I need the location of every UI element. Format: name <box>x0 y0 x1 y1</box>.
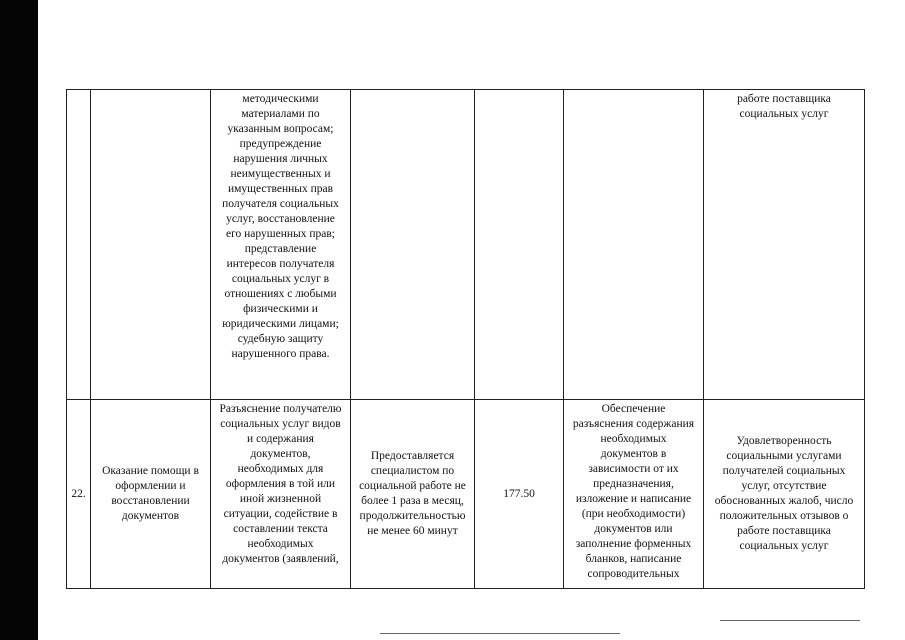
conditions-cell: Обеспечение разъяснения содержания необходимых документов в зависимости от их предназначения, изложение и написание (при необходимости) документов или заполнение форменных бланков, написание сопроводительных <box>564 400 704 589</box>
scan-artifact-line <box>380 633 620 634</box>
scan-artifact-line <box>720 620 860 621</box>
services-table <box>66 89 865 589</box>
price-cell: 177.50 <box>475 400 564 589</box>
row-number-cell <box>67 90 91 400</box>
evaluation-cell: работе поставщика социальных услуг <box>704 90 865 400</box>
table-row <box>67 400 865 589</box>
service-name-cell <box>91 90 211 400</box>
description-cell: Разъяснение получателю социальных услуг видов и содержания документов, необходимых для оформления в той или иной жизненной ситуации, содействие в составлении текста необходимых документов (заявлений, <box>211 400 351 589</box>
timing-cell: Предоставляется специалистом по социальной работе не более 1 раза в месяц, продолжительностью не менее 60 минут <box>351 400 475 589</box>
conditions-cell <box>564 90 704 400</box>
evaluation-cell: Удовлетворенность социальными услугами получателей социальных услуг, отсутствие обоснованных жалоб, число положительных отзывов о работе поставщика социальных услуг <box>704 400 865 589</box>
description-cell: методическими материалами по указанным вопросам; предупреждение нарушения личных неимущественных и имущественных прав получателя социальных услуг, восстановление его нарушенных прав; представление интересов получателя социальных услуг в отношениях с любыми физическими и юридическими лицами; судебную защиту нарушенного права. <box>211 90 351 400</box>
table-row <box>67 90 865 400</box>
row-number-cell: 22. <box>67 400 91 589</box>
price-cell <box>475 90 564 400</box>
scan-black-edge <box>0 0 38 640</box>
service-name-cell: Оказание помощи в оформлении и восстановлении документов <box>91 400 211 589</box>
timing-cell <box>351 90 475 400</box>
